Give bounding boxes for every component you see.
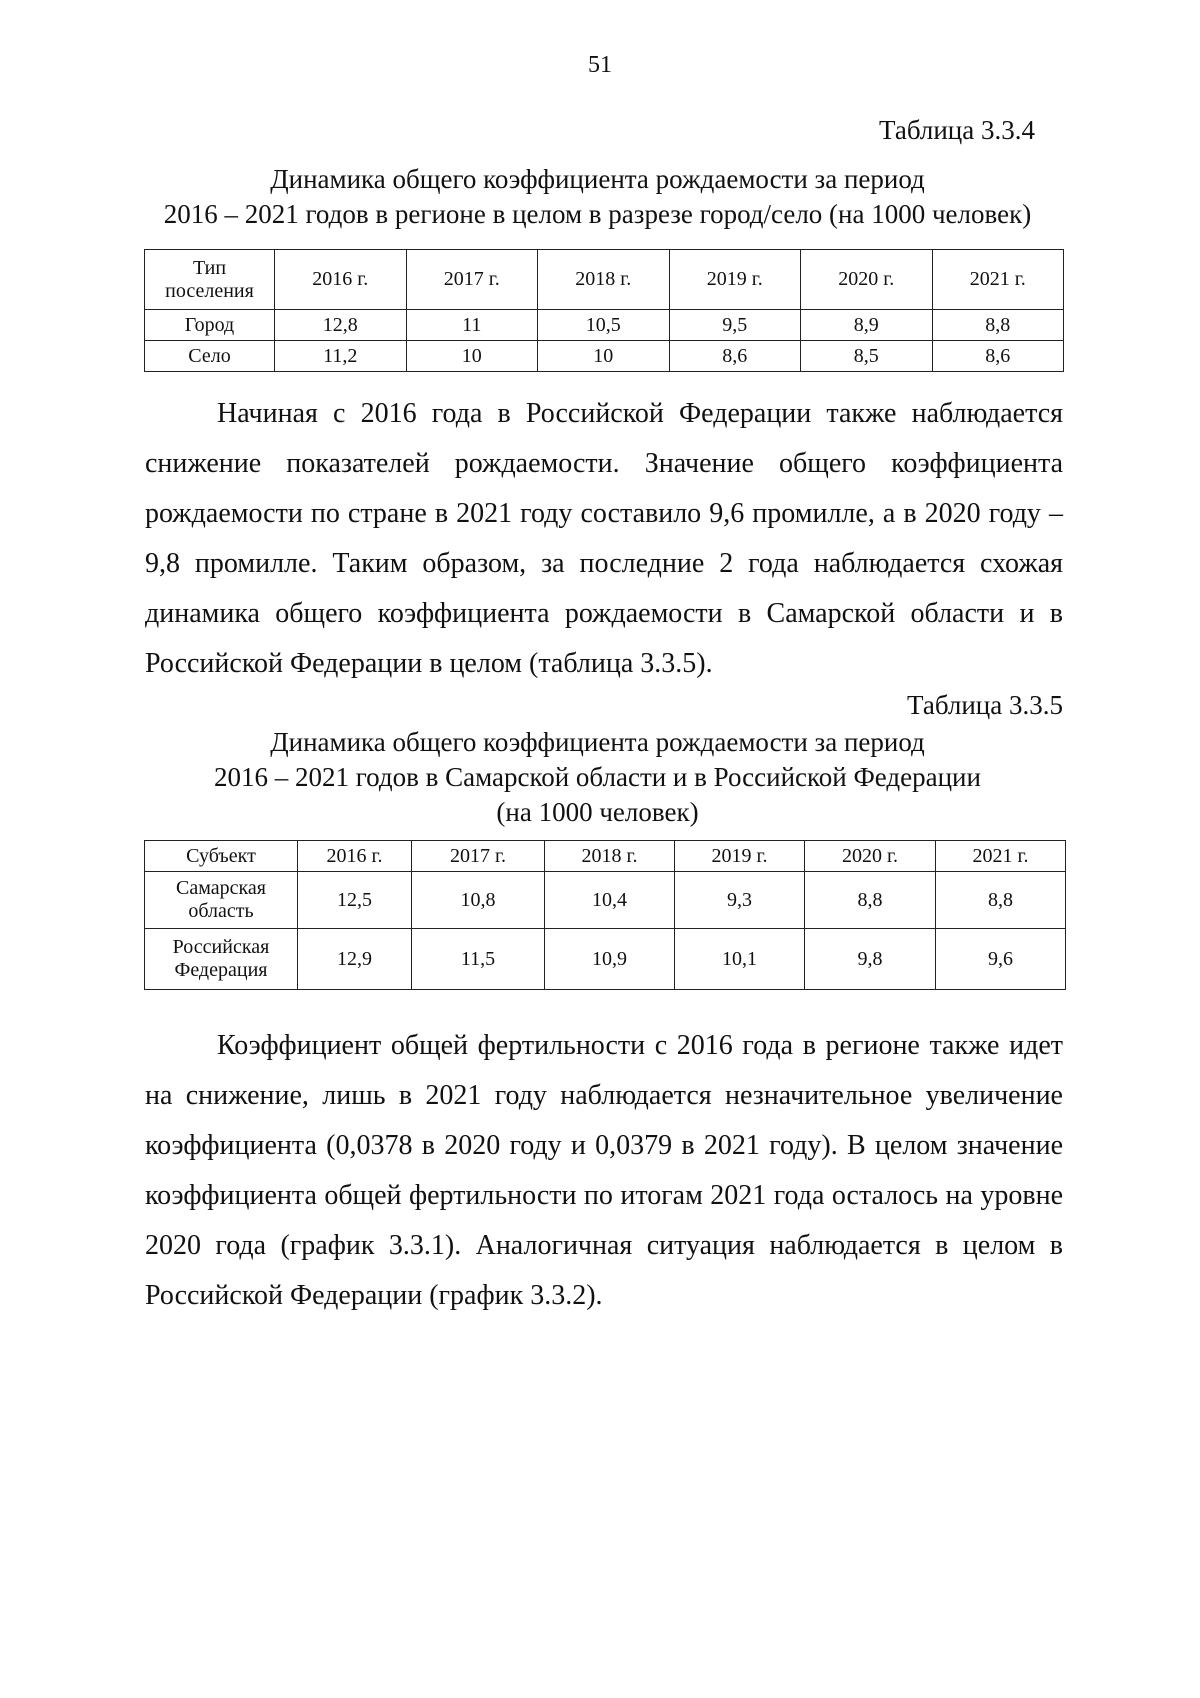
header-cell: Субъект bbox=[145, 841, 298, 872]
caption-line: Динамика общего коэффициента рождаемости за период bbox=[270, 164, 925, 194]
header-cell: 2021 г. bbox=[936, 841, 1066, 872]
table-cell: 10,5 bbox=[538, 310, 670, 341]
caption-line: Динамика общего коэффициента рождаемости за период bbox=[270, 727, 925, 757]
header-cell: 2020 г. bbox=[801, 250, 933, 310]
table-caption bbox=[130, 162, 1065, 232]
page-number: 51 bbox=[588, 52, 612, 78]
table-cell: 8,6 bbox=[932, 341, 1064, 372]
table-cell: 9,5 bbox=[669, 310, 801, 341]
header-cell: 2020 г. bbox=[805, 841, 936, 872]
table-cell: 10 bbox=[406, 341, 538, 372]
table-cell: 9,8 bbox=[805, 929, 936, 990]
row-label: Самарская область bbox=[145, 872, 298, 929]
header-cell: Тип поселения bbox=[145, 250, 275, 310]
caption-line: 2016 – 2021 годов в регионе в целом в разрезе город/село (на 1000 человек) bbox=[163, 199, 1032, 229]
table-cell: 12,5 bbox=[298, 872, 412, 929]
table-header-row bbox=[145, 841, 1066, 872]
table-cell: 10,1 bbox=[675, 929, 805, 990]
table-cell: 8,5 bbox=[801, 341, 933, 372]
table-cell: 10 bbox=[538, 341, 670, 372]
row-label: Село bbox=[145, 341, 275, 372]
table-cell: 10,4 bbox=[545, 872, 675, 929]
header-cell: 2021 г. bbox=[932, 250, 1064, 310]
table-cell: 9,6 bbox=[936, 929, 1066, 990]
header-cell: 2019 г. bbox=[675, 841, 805, 872]
header-cell: 2019 г. bbox=[669, 250, 801, 310]
row-label: Российская Федерация bbox=[145, 929, 298, 990]
table-row bbox=[145, 872, 1066, 929]
table-caption bbox=[130, 725, 1065, 830]
table-cell: 11,5 bbox=[412, 929, 545, 990]
table-cell: 8,6 bbox=[669, 341, 801, 372]
table-cell: 11,2 bbox=[275, 341, 407, 372]
header-cell: 2017 г. bbox=[406, 250, 538, 310]
header-cell: 2016 г. bbox=[298, 841, 412, 872]
header-cell: 2018 г. bbox=[538, 250, 670, 310]
birth-rate-region-country-table bbox=[144, 840, 1066, 990]
table-cell: 8,8 bbox=[936, 872, 1066, 929]
table-cell: 8,8 bbox=[932, 310, 1064, 341]
header-cell: 2016 г. bbox=[275, 250, 407, 310]
header-cell: 2017 г. bbox=[412, 841, 545, 872]
table-cell: 10,9 bbox=[545, 929, 675, 990]
birth-rate-urban-rural-table bbox=[144, 249, 1064, 372]
table-cell: 8,8 bbox=[805, 872, 936, 929]
table-cell: 12,8 bbox=[275, 310, 407, 341]
table-cell: 10,8 bbox=[412, 872, 545, 929]
table-cell: 8,9 bbox=[801, 310, 933, 341]
body-paragraph: Начиная с 2016 года в Российской Федерации также наблюдается снижение показателей рождаемости. Значение общего коэффициента рождаемости по стране в 2021 году составило 9,6 промилле, а в 2020 году – 9,8 промилле. Таким образом, за последние 2 года наблюдается схожая динамика общего коэффициента рождаемости в Самарской области и в Российской Федерации в целом (таблица 3.3.5). bbox=[145, 398, 1063, 679]
caption-line: 2016 – 2021 годов в Самарской области и в Российской Федерации bbox=[214, 762, 981, 792]
table-row bbox=[145, 341, 1064, 372]
table-header-row bbox=[145, 250, 1064, 310]
table-cell: 11 bbox=[406, 310, 538, 341]
header-cell: 2018 г. bbox=[545, 841, 675, 872]
row-label: Город bbox=[145, 310, 275, 341]
table-row bbox=[145, 929, 1066, 990]
caption-line: (на 1000 человек) bbox=[496, 797, 699, 827]
table-row bbox=[145, 310, 1064, 341]
body-paragraph: Коэффициент общей фертильности с 2016 года в регионе также идет на снижение, лишь в 2021 году наблюдается незначительное увеличение коэффициента (0,0378 в 2020 году и 0,0379 в 2021 году). В целом значение коэффициента общей фертильности по итогам 2021 года осталось на уровне 2020 года (график 3.3.1). Аналогичная ситуация наблюдается в целом в Российской Федерации (график 3.3.2). bbox=[145, 1030, 1063, 1311]
table-label: Таблица 3.3.4 bbox=[879, 115, 1035, 145]
table-label: Таблица 3.3.5 bbox=[907, 690, 1063, 720]
table-cell: 9,3 bbox=[675, 872, 805, 929]
table-cell: 12,9 bbox=[298, 929, 412, 990]
